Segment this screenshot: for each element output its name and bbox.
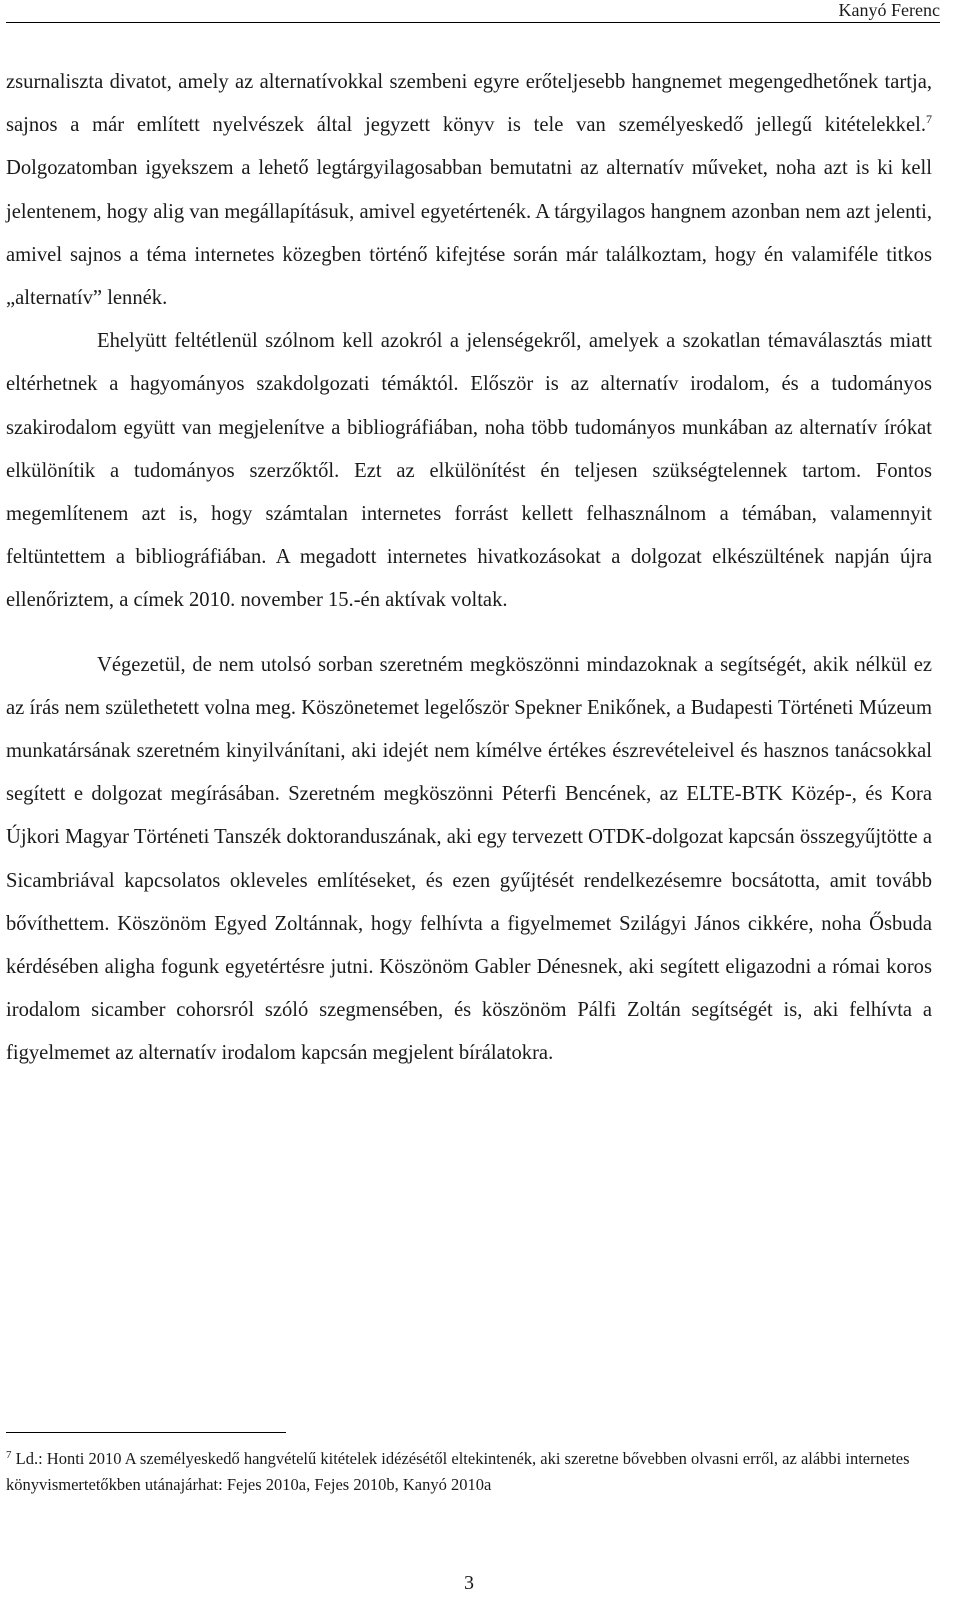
footnote (6, 1446, 932, 1498)
footnote-reference: 7 (926, 112, 932, 127)
footnote-number: 7 (6, 1449, 12, 1461)
header-divider (6, 22, 940, 23)
paragraph-2: Ehelyütt feltétlenül szólnom kell azokról a jelenségekről, amelyek a szokatlan témaválasztás miatt eltérhetnek a hagyományos szakdolgozati témáktól. Először is az alternatív irodalom, és a tudományos szakirodalom együtt van megjelenítve a bibliográfiában, noha több tudományos munkában az alternatív írókat elkülönítik a tudományos szerzőktől. Ezt az elkülönítést én teljesen szükségtelennek tartom. Fontos megemlítenem azt is, hogy számtalan internetes forrást kellett felhasználnom a témában, valamennyit feltüntettem a bibliográfiában. A megadott internetes hivatkozásokat a dolgozat elkészültének napján újra ellenőriztem, a címek 2010. november 15.-én aktívak voltak. (6, 330, 932, 612)
paragraph-1-lead: zsurnaliszta divatot, amely az alternatívokkal szembeni egyre erőteljesebb hangnemet megengedhetőnek tartja, sajnos a már említett nyelvészek által jegyzett könyv is tele van személyeskedő jellegű kitételekkel. (6, 71, 932, 137)
paragraph-1 (6, 61, 932, 320)
footnote-text: Ld.: Honti 2010 A személyeskedő hangvételű kitételek idézésétől eltekintenék, aki szeretne bővebben olvasni erről, az alábbi internetes könyvismertetőkben utánajárhat: Fejes 2010a, Fejes 2010b, Kanyó 2010a (6, 1449, 910, 1494)
page-number: 3 (464, 1572, 474, 1594)
paragraph-1-tail: Dolgozatomban igyekszem a lehető legtárgyilagosabban bemutatni az alternatív műveket, noha azt is ki kell jelentenem, hogy alig van megállapításuk, amivel egyetértenék. A tárgyilagos hangnem azonban nem azt jelenti, amivel sajnos a téma internetes közegben történő kifejtése során már találkoztam, hogy én valamiféle titkos „alternatív” lennék. (6, 157, 932, 310)
paragraph-3: Végezetül, de nem utolsó sorban szeretném megköszönni mindazoknak a segítségét, akik nélkül ez az írás nem születhetett volna meg. Köszönetemet legelőször Spekner Enikőnek, a Budapesti Történeti Múzeum munkatársának szeretném kinyilvánítani, aki idejét nem kímélve értékes észrevételeivel és hasznos tanácsokkal segített e dolgozat megírásában. Szeretném megköszönni Péterfi Bencének, az ELTE-BTK Közép-, és Kora Újkori Magyar Történeti Tanszék doktoranduszának, aki egy tervezett OTDK-dolgozat kapcsán összegyűjtötte a Sicambriával kapcsolatos okleveles említéseket, és ezen gyűjtését rendelkezésemre bocsátotta, amit tovább bővíthettem. Köszönöm Egyed Zoltánnak, hogy felhívta a figyelmemet Szilágyi János cikkére, noha Ősbuda kérdésében aligha fogunk egyetértésre jutni. Köszönöm Gabler Dénesnek, aki segített eligazodni a római koros irodalom sicamber cohorsról szóló szegmensében, és köszönöm Pálfi Zoltán segítségét is, aki felhívta a figyelmemet az alternatív irodalom kapcsán megjelent bírálatokra. (6, 653, 932, 1065)
footnote-divider (6, 1432, 286, 1433)
body-text (6, 61, 932, 1076)
running-header-author: Kanyó Ferenc (838, 0, 940, 20)
